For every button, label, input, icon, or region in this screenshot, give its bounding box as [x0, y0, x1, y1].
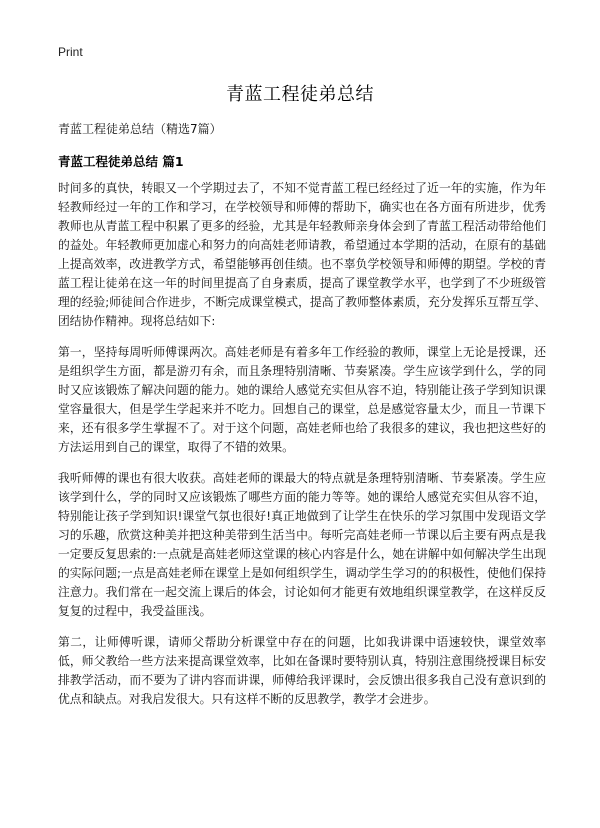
document-body [58, 179, 546, 721]
page-title: 青蓝工程徒弟总结 [226, 84, 374, 105]
paragraph-intro: 时间多的真快，转眼又一个学期过去了，不知不觉青蓝工程已经经过了近一年的实施，作为年轻教师经过一年的工作和学习，在学校领导和师傅的帮助下，确实也在各方面有所进步，优秀教师也从青蓝工程中积累了更多的经验，尤其是年轻教师亲身体会到了青蓝工程活动带给他们的益处。年轻教师更加虚心和努力的向高娃老师请教，希望通过本学期的活动，在原有的基础上提高效率，改进教学方式，希望能够再创佳绩。也不辜负学校领导和师傅的期望。学校的青蓝工程让徒弟在这一年的时间里提高了自身素质，提高了课堂教学水平，也学到了不少班级管理的经验;师徒间合作进步，不断完成课堂模式，提高了教师整体素质，充分发挥乐互帮互学、团结协作精神。现将总结如下: [58, 181, 546, 328]
paragraph-second-point: 第二，让师傅听课，请师父帮助分析课堂中存在的问题，比如我讲课中语速较快，课堂效率低，师父教给一些方法来提高课堂效率，比如在备课时要特别认真，特别注意围绕授课目标安排教学活动，而不要为了讲内容而讲课，师傅给我评课时，会反馈出很多我自己没有意识到的优点和缺点。对我启发很大。只有这样不断的反思教学，教学才会进步。 [58, 635, 546, 706]
print-link[interactable]: Print [58, 45, 83, 59]
section-heading: 青蓝工程徒弟总结 篇1 [58, 154, 184, 169]
paragraph-first-point: 第一，坚持每周听师傅课两次。高娃老师是有着多年工作经验的教师，课堂上无论是授课，还是组织学生方面，都是游刃有余，而且条理特别清晰、节奏紧凑。学生应该学到什么，学的同时又应该锻炼了解决问题的能力。她的课给人感觉充实但从容不迫，特别能让孩子学到知识课堂容量很大，但是学生学起来并不吃力。回想自己的课堂，总是感觉容量太少，而且一节课下来，还有很多学生掌握不了。对于这个问题，高娃老师也给了我很多的建议，我也把这些好的方法运用到自己的课堂，取得了不错的效果。 [58, 345, 546, 454]
document-subtitle: 青蓝工程徒弟总结（精选7篇） [58, 122, 222, 136]
paragraph-observation: 我听师傅的课也有很大收获。高娃老师的课最大的特点就是条理特别清晰、节奏紧凑。学生应该学到什么，学的同时又应该锻炼了哪些方面的能力等等。她的课给人感觉充实但从容不迫，特别能让孩子学到知识!课堂气氛也很好!真正地做到了让学生在快乐的学习氛围中发现语文学习的乐趣，欣赏这种美并把这种美带到生活当中。每听完高娃老师一节课以后主要有两点是我一定要反复思索的:一点就是高娃老师这堂课的核心内容是什么，她在讲解中如何解决学生出现的实际问题;一点是高娃老师在课堂上是如何组织学生，调动学生学习的的积极性，使他们保持注意力。我们常在一起交流上课后的体会，讨论如何才能更有效地组织课堂教学，在这样反反复复的过程中，我受益匪浅。 [58, 471, 546, 618]
